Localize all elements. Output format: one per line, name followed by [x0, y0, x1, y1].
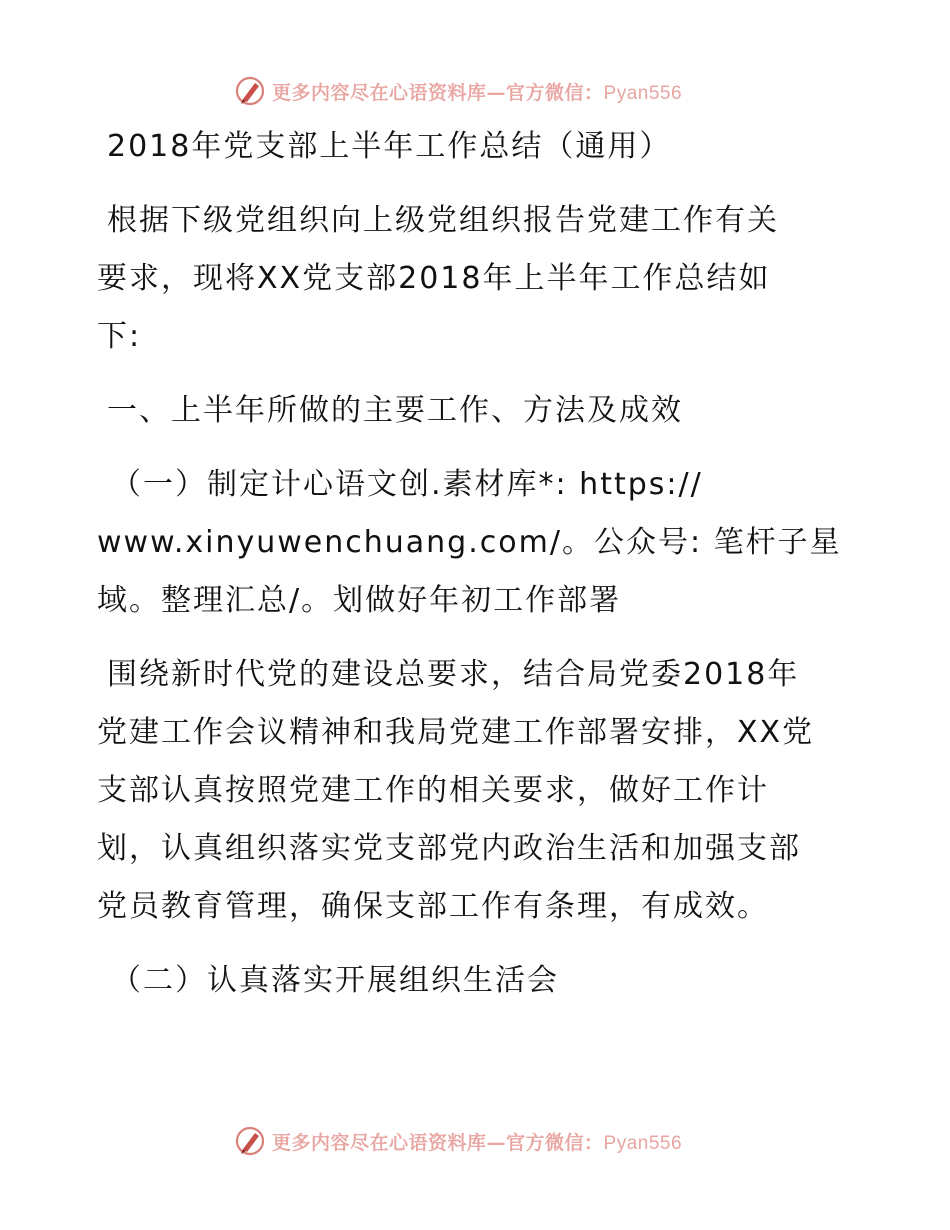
item1-line-1: （一）制定计心语文创.素材库*: https://	[111, 467, 703, 502]
para1-line-4: 划，认真组织落实党支部党内政治生活和加强支部	[97, 831, 801, 866]
para1-line-1: 围绕新时代党的建设总要求，结合局党委2018年	[107, 657, 800, 692]
para1-line-3: 支部认真按照党建工作的相关要求，做好工作计	[97, 773, 769, 808]
watermark-handle: Pyan556	[603, 1132, 683, 1154]
pen-circle-icon	[234, 1125, 266, 1157]
item2-heading: （二）认真落实开展组织生活会	[111, 963, 559, 998]
item1-line-2: www.xinyuwenchuang.com/。公众号: 笔杆子星	[97, 525, 842, 560]
para1-line-5: 党员教育管理，确保支部工作有条理，有成效。	[97, 889, 769, 924]
section-heading-1: 一、上半年所做的主要工作、方法及成效	[107, 393, 683, 428]
intro-line-3: 下:	[97, 319, 142, 354]
document-title: 2018年党支部上半年工作总结（通用）	[107, 129, 672, 164]
para1-line-2: 党建工作会议精神和我局党建工作部署安排，XX党	[97, 715, 815, 750]
intro-line-2: 要求，现将XX党支部2018年上半年工作总结如	[97, 261, 771, 296]
watermark-handle: Pyan556	[603, 82, 683, 104]
item1-line-3: 域。整理汇总/。划做好年初工作部署	[97, 583, 622, 618]
watermark-text: 更多内容尽在心语资料库—官方微信：	[272, 1131, 604, 1154]
pen-circle-icon	[234, 75, 266, 107]
watermark-text: 更多内容尽在心语资料库—官方微信：	[272, 81, 604, 104]
footer-watermark	[234, 1124, 682, 1158]
header-watermark	[234, 74, 682, 108]
intro-line-1: 根据下级党组织向上级党组织报告党建工作有关	[107, 203, 779, 238]
